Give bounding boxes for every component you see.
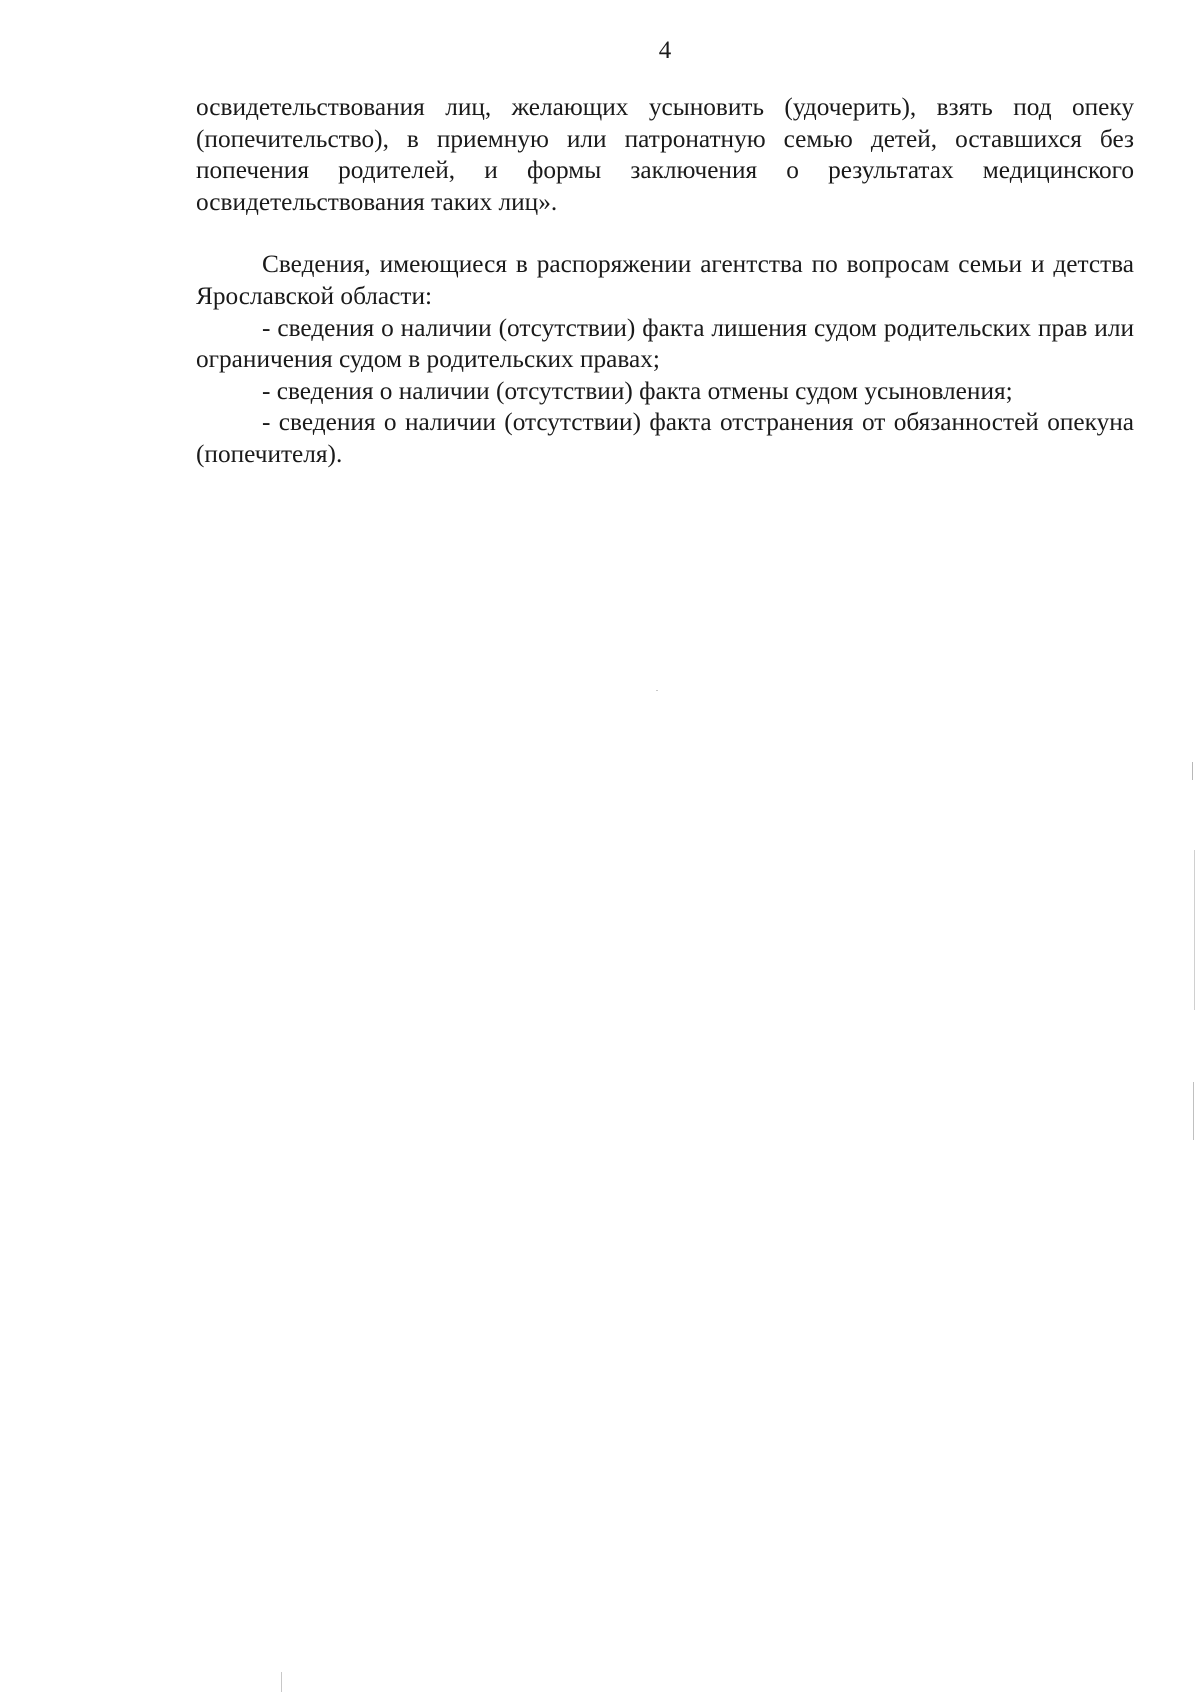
scan-artifact-line [1194, 850, 1195, 1010]
scan-artifact-line [281, 1672, 282, 1692]
document-body [196, 92, 1134, 471]
list-item-parental-rights: - сведения о наличии (отсутствии) факта лишения судом родительских прав или ограничения судом в родительских правах; [196, 313, 1134, 374]
list-item-guardian-removal: - сведения о наличии (отсутствии) факта отстранения от обязанностей опекуна (попечителя). [196, 408, 1134, 468]
paragraph-intro: Сведения, имеющиеся в распоряжении агентства по вопросам семьи и детства Ярославской области: [196, 250, 1134, 310]
page-number: 4 [658, 37, 672, 64]
paragraph-continuation: освидетельствования лиц, желающих усыновить (удочерить), взять под опеку (попечительство), в приемную или патронатную семью детей, оставшихся без попечения родителей, и формы заключения о результатах медицинского освидетельствования таких лиц». [196, 93, 1134, 216]
scan-artifact-dot [656, 690, 658, 691]
list-item-adoption-cancellation: - сведения о наличии (отсутствии) факта отмены судом усыновления; [262, 376, 1013, 405]
scan-artifact-line [1192, 762, 1193, 780]
scan-artifact-line [1193, 1082, 1194, 1140]
